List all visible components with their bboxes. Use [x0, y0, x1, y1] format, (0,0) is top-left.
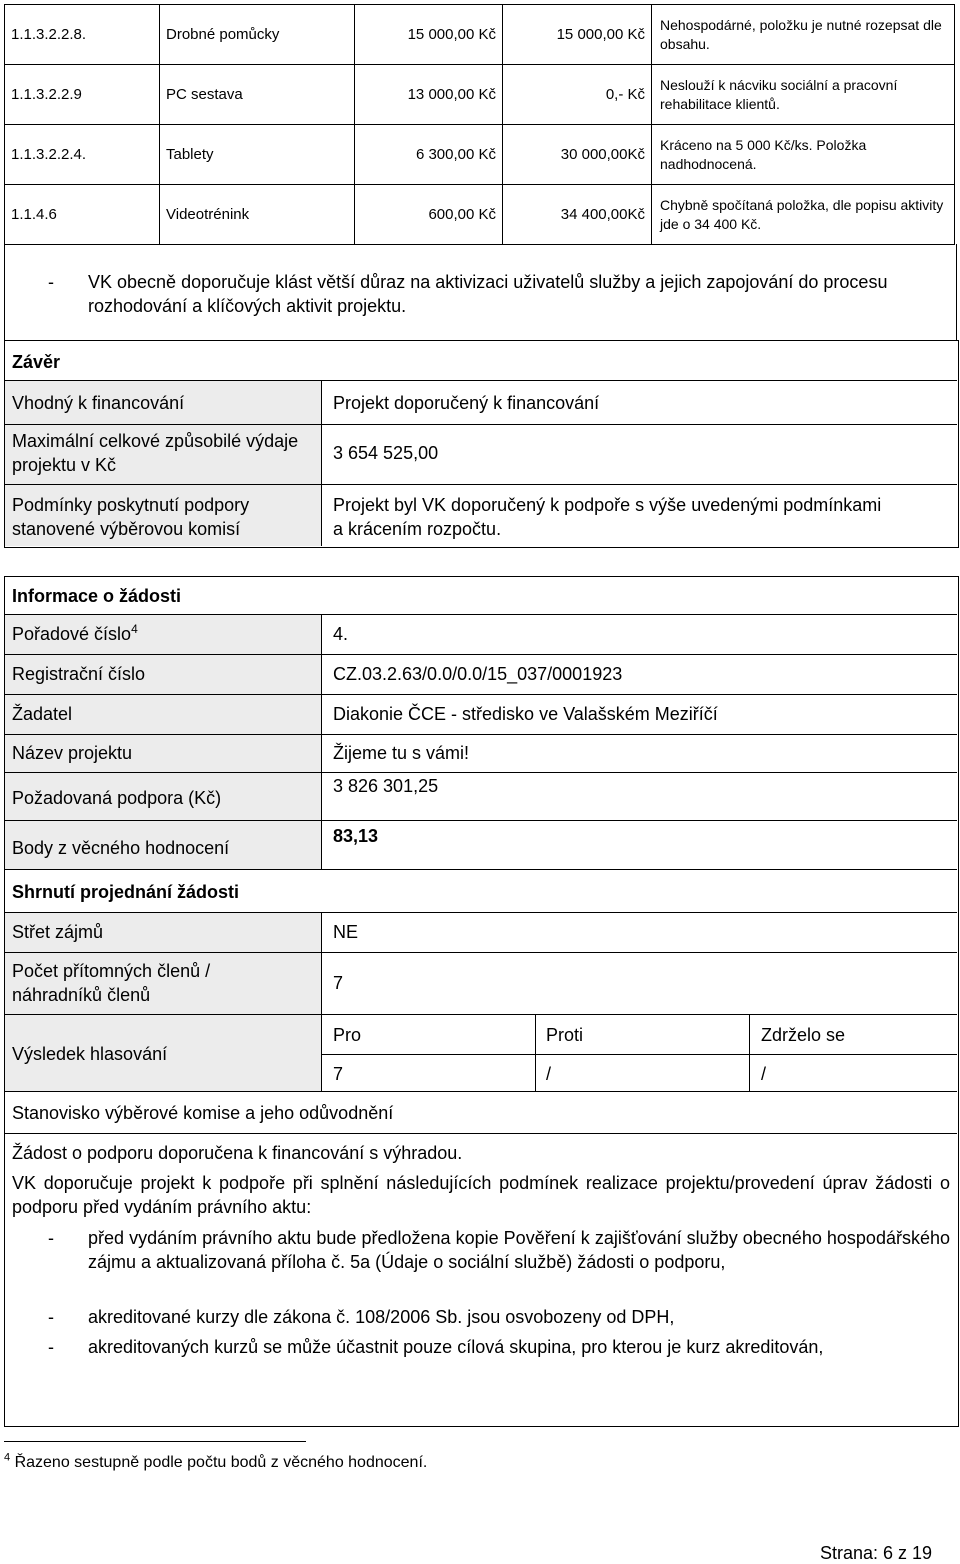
item-name: Tablety [160, 125, 355, 185]
application-heading: Informace o žádosti [12, 586, 182, 606]
conclusion-heading: Závěr [12, 352, 61, 372]
item-reduced: 30 000,00Kč [503, 125, 652, 185]
project-name-value: Žijeme tu s vámi! [333, 743, 470, 763]
item-code: 1.1.3.2.2.4. [5, 125, 160, 185]
vote-value-for: 7 [333, 1064, 344, 1084]
footnote-separator [4, 1441, 306, 1442]
conditions-label: Podmínky poskytnutí podpory stanovené výběrovou komisí [12, 495, 250, 539]
item-amount: 13 000,00 Kč [355, 65, 503, 125]
requested-support-value: 3 826 301,25 [333, 776, 439, 796]
project-name-label: Název projektu [12, 743, 133, 763]
vote-label: Výsledek hlasování [12, 1044, 168, 1064]
conflict-label: Střet zájmů [12, 922, 104, 942]
vote-header-against: Proti [546, 1025, 584, 1045]
condition-item: akreditované kurzy dle zákona č. 108/2006 Sb. jsou osvobozeny od DPH, [88, 1307, 675, 1327]
footnote [4, 1452, 427, 1474]
item-reduced: 0,- Kč [503, 65, 652, 125]
conflict-value: NE [333, 922, 359, 942]
item-reduced: 34 400,00Kč [503, 185, 652, 245]
evaluation-points-label: Body z věcného hodnocení [12, 838, 230, 858]
vote-value-abstained: / [761, 1064, 767, 1084]
footnote-mark: 4 [4, 1451, 11, 1464]
condition-item: akreditovaných kurzů se může účastnit pouze cílová skupina, pro kterou je kurz akreditován, [88, 1337, 824, 1357]
item-note: Kráceno na 5 000 Kč/ks. Položka nadhodnocená. [652, 125, 955, 185]
recommendation-text: VK obecně doporučuje klást větší důraz na aktivizaci uživatelů služby a jejich zapojování do procesu rozhodování a klíčových aktivit projektu. [88, 272, 888, 316]
item-code: 1.1.3.2.2.9 [5, 65, 160, 125]
budget-table [4, 4, 955, 245]
item-name: Videotrénink [160, 185, 355, 245]
suitable-label: Vhodný k financování [12, 393, 185, 413]
statement-line-1: Žádost o podporu doporučena k financování s výhradou. [12, 1143, 463, 1163]
max-expenses-label: Maximální celkové způsobilé výdaje projektu v Kč [12, 431, 299, 475]
applicant-value: Diakonie ČCE - středisko ve Valašském Meziříčí [333, 704, 718, 724]
table-row [5, 5, 955, 65]
table-row [5, 185, 955, 245]
members-value: 7 [333, 973, 344, 993]
item-name: PC sestava [160, 65, 355, 125]
statement-label: Stanovisko výběrové komise a jeho odůvodnění [12, 1103, 394, 1123]
item-code: 1.1.3.2.2.8. [5, 5, 160, 65]
item-note: Nehospodárné, položku je nutné rozepsat dle obsahu. [652, 5, 955, 65]
bullet-dash: - [48, 1228, 54, 1248]
bullet-dash: - [48, 1337, 54, 1357]
applicant-label: Žadatel [12, 704, 73, 724]
item-amount: 600,00 Kč [355, 185, 503, 245]
item-name: Drobné pomůcky [160, 5, 355, 65]
requested-support-label: Požadovaná podpora (Kč) [12, 788, 222, 808]
footnote-ref: 4 [131, 622, 138, 636]
max-expenses-value: 3 654 525,00 [333, 443, 439, 463]
item-reduced: 15 000,00 Kč [503, 5, 652, 65]
order-number-label: Pořadové číslo$^4$ [12, 622, 138, 644]
vote-header-for: Pro [333, 1025, 362, 1045]
vote-value-against: / [546, 1064, 552, 1084]
summary-heading: Shrnutí projednání žádosti [12, 882, 240, 902]
order-number-value: 4. [333, 624, 349, 644]
item-note: Chybně spočítaná položka, dle popisu aktivity jde o 34 400 Kč. [652, 185, 955, 245]
item-amount: 6 300,00 Kč [355, 125, 503, 185]
evaluation-points-value: 83,13 [333, 826, 379, 846]
conditions-value: Projekt byl VK doporučený k podpoře s výše uvedenými podmínkami a krácením rozpočtu. [333, 495, 882, 539]
registration-value: CZ.03.2.63/0.0/0.0/15_037/0001923 [333, 664, 623, 684]
table-row [5, 125, 955, 185]
members-label: Počet přítomných členů / náhradníků členů [12, 961, 211, 1005]
bullet-dash: - [48, 1307, 54, 1327]
condition-item: před vydáním právního aktu bude předložena kopie Pověření k zajišťování služby obecného hospodářského zájmu a aktualizovaná příloha č. 5a (Údaje o sociální službě) žádosti o podporu, [88, 1228, 950, 1272]
statement-line-2: VK doporučuje projekt k podpoře při splnění následujících podmínek realizace projektu/provedení úprav žádosti o podporu před vydáním právního aktu: [12, 1173, 950, 1217]
recommendation-dash: - [48, 272, 54, 292]
vote-header-abstained: Zdrželo se [761, 1025, 846, 1045]
item-code: 1.1.4.6 [5, 185, 160, 245]
suitable-value: Projekt doporučený k financování [333, 393, 600, 413]
table-row [5, 65, 955, 125]
page-number: Strana: 6 z 19 [820, 1543, 933, 1563]
registration-label: Registrační číslo [12, 664, 146, 684]
item-note: Neslouží k nácviku sociální a pracovní rehabilitace klientů. [652, 65, 955, 125]
item-amount: 15 000,00 Kč [355, 5, 503, 65]
footnote-text: Řazeno sestupně podle počtu bodů z věcného hodnocení. [14, 1454, 428, 1471]
